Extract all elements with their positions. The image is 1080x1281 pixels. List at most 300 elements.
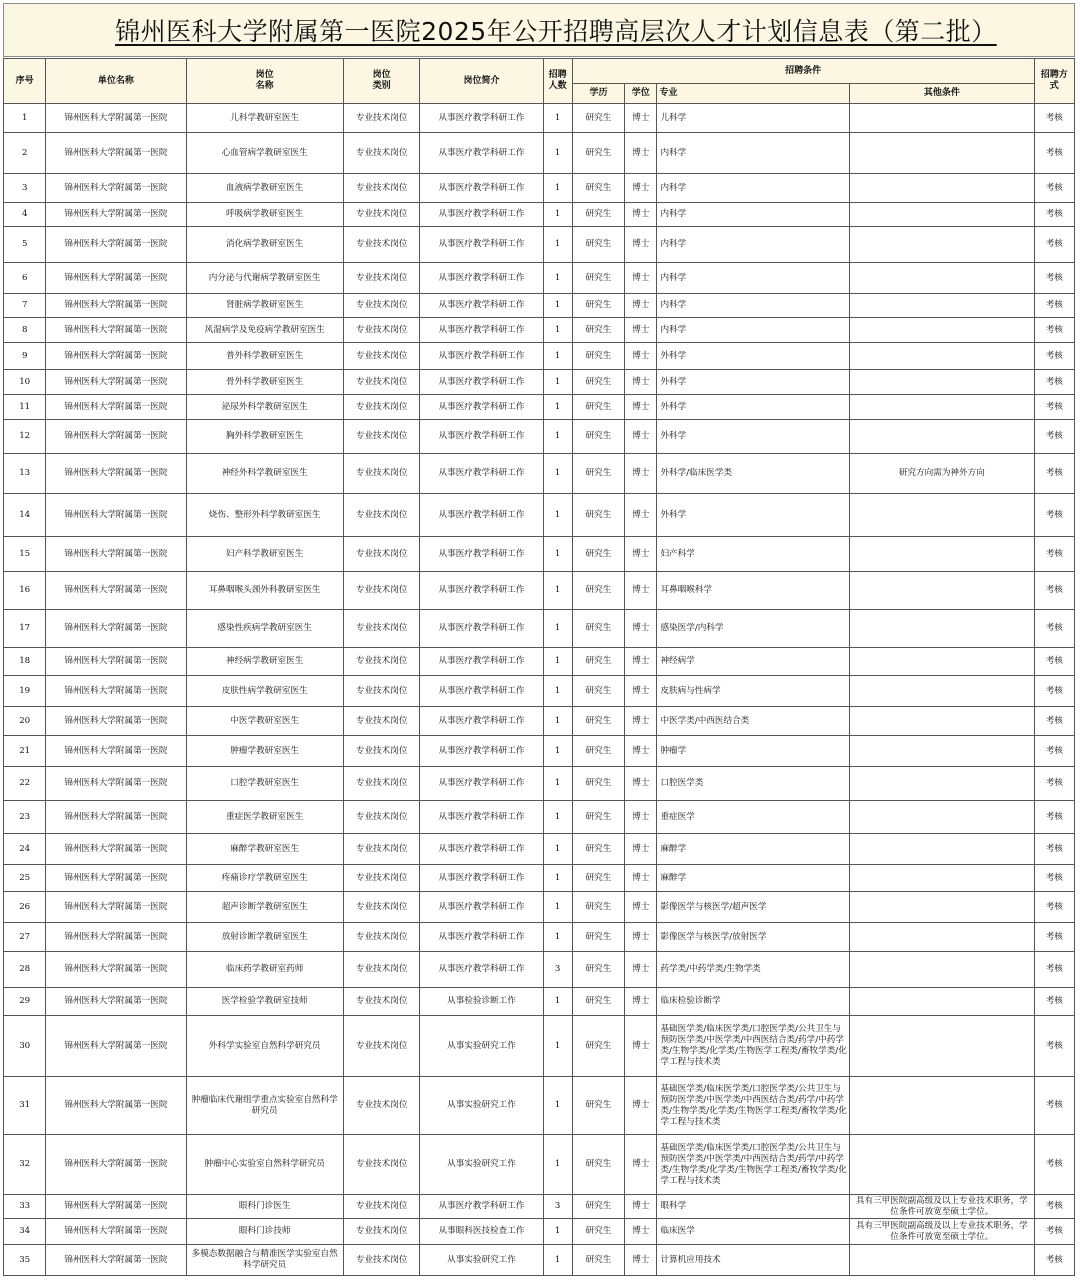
table-row [4, 343, 1075, 370]
cell-degree: 博士 [625, 736, 657, 767]
cell-seq: 25 [4, 865, 46, 892]
cell-unit: 锦州医科大学附属第一医院 [46, 537, 186, 572]
title-bar [3, 3, 1075, 57]
cell-position: 胸外科学教研室医生 [186, 420, 343, 454]
cell-category: 专业技术岗位 [343, 370, 420, 395]
cell-degree: 博士 [625, 610, 657, 648]
cell-position: 骨外科学教研室医生 [186, 370, 343, 395]
cell-category: 专业技术岗位 [343, 318, 420, 343]
cell-education: 研究生 [572, 104, 624, 133]
table-row [4, 1135, 1075, 1195]
cell-method: 考核 [1034, 1195, 1074, 1219]
cell-count: 1 [543, 537, 572, 572]
cell-seq: 27 [4, 923, 46, 952]
cell-other [850, 1245, 1035, 1276]
cell-major: 麻醉学 [657, 865, 850, 892]
cell-other [850, 133, 1035, 174]
cell-education: 研究生 [572, 370, 624, 395]
cell-education: 研究生 [572, 1195, 624, 1219]
cell-major: 神经病学 [657, 648, 850, 676]
cell-seq: 29 [4, 988, 46, 1016]
cell-unit: 锦州医科大学附属第一医院 [46, 676, 186, 707]
cell-degree: 博士 [625, 648, 657, 676]
cell-education: 研究生 [572, 1135, 624, 1195]
cell-unit: 锦州医科大学附属第一医院 [46, 707, 186, 736]
cell-position: 肿瘤学教研室医生 [186, 736, 343, 767]
cell-category: 专业技术岗位 [343, 676, 420, 707]
cell-degree: 博士 [625, 494, 657, 537]
header-degree: 学位 [625, 84, 657, 104]
header-intro: 岗位简介 [420, 59, 543, 104]
cell-intro: 从事医疗教学科研工作 [420, 203, 543, 227]
cell-method: 考核 [1034, 227, 1074, 263]
cell-education: 研究生 [572, 395, 624, 420]
cell-count: 1 [543, 343, 572, 370]
cell-seq: 16 [4, 572, 46, 610]
cell-category: 专业技术岗位 [343, 801, 420, 834]
cell-count: 3 [543, 952, 572, 988]
cell-method: 考核 [1034, 343, 1074, 370]
cell-intro: 从事医疗教学科研工作 [420, 104, 543, 133]
cell-count: 1 [543, 1219, 572, 1245]
cell-degree: 博士 [625, 572, 657, 610]
cell-method: 考核 [1034, 104, 1074, 133]
cell-method: 考核 [1034, 1245, 1074, 1276]
table-row [4, 294, 1075, 318]
cell-count: 3 [543, 1195, 572, 1219]
cell-education: 研究生 [572, 707, 624, 736]
table-row [4, 676, 1075, 707]
cell-degree: 博士 [625, 1135, 657, 1195]
header-seq: 序号 [4, 59, 46, 104]
cell-major: 肿瘤学 [657, 736, 850, 767]
header-method: 招聘方式 [1034, 59, 1074, 104]
cell-method: 考核 [1034, 952, 1074, 988]
cell-major: 重症医学 [657, 801, 850, 834]
cell-intro: 从事实验研究工作 [420, 1016, 543, 1077]
cell-other [850, 952, 1035, 988]
cell-intro: 从事医疗教学科研工作 [420, 133, 543, 174]
cell-education: 研究生 [572, 537, 624, 572]
cell-intro: 从事眼科医技检查工作 [420, 1219, 543, 1245]
cell-other [850, 294, 1035, 318]
cell-position: 肾脏病学教研室医生 [186, 294, 343, 318]
table-row [4, 318, 1075, 343]
cell-unit: 锦州医科大学附属第一医院 [46, 1135, 186, 1195]
cell-method: 考核 [1034, 610, 1074, 648]
table-row [4, 988, 1075, 1016]
cell-category: 专业技术岗位 [343, 203, 420, 227]
cell-seq: 19 [4, 676, 46, 707]
cell-category: 专业技术岗位 [343, 537, 420, 572]
cell-major: 外科学 [657, 395, 850, 420]
cell-major: 儿科学 [657, 104, 850, 133]
cell-degree: 博士 [625, 104, 657, 133]
table-row [4, 104, 1075, 133]
cell-category: 专业技术岗位 [343, 865, 420, 892]
header-major: 专业 [657, 84, 850, 104]
header-count: 招聘 人数 [543, 59, 572, 104]
cell-position: 皮肤性病学教研室医生 [186, 676, 343, 707]
cell-education: 研究生 [572, 1016, 624, 1077]
cell-method: 考核 [1034, 203, 1074, 227]
cell-other: 研究方向需为神外方向 [850, 454, 1035, 494]
cell-seq: 9 [4, 343, 46, 370]
cell-seq: 8 [4, 318, 46, 343]
cell-education: 研究生 [572, 834, 624, 865]
table-row [4, 834, 1075, 865]
cell-intro: 从事实验研究工作 [420, 1077, 543, 1135]
cell-intro: 从事医疗教学科研工作 [420, 174, 543, 203]
cell-method: 考核 [1034, 767, 1074, 801]
cell-seq: 6 [4, 263, 46, 294]
header-other: 其他条件 [850, 84, 1035, 104]
cell-seq: 15 [4, 537, 46, 572]
cell-category: 专业技术岗位 [343, 343, 420, 370]
cell-other [850, 370, 1035, 395]
cell-unit: 锦州医科大学附属第一医院 [46, 610, 186, 648]
cell-count: 1 [543, 865, 572, 892]
cell-education: 研究生 [572, 1077, 624, 1135]
cell-count: 1 [543, 174, 572, 203]
cell-method: 考核 [1034, 892, 1074, 923]
cell-degree: 博士 [625, 133, 657, 174]
cell-other [850, 648, 1035, 676]
table-row [4, 454, 1075, 494]
cell-intro: 从事医疗教学科研工作 [420, 572, 543, 610]
cell-method: 考核 [1034, 923, 1074, 952]
cell-position: 呼吸病学教研室医生 [186, 203, 343, 227]
cell-degree: 博士 [625, 203, 657, 227]
cell-category: 专业技术岗位 [343, 834, 420, 865]
cell-seq: 13 [4, 454, 46, 494]
cell-position: 妇产科学教研室医生 [186, 537, 343, 572]
cell-category: 专业技术岗位 [343, 610, 420, 648]
table-row [4, 736, 1075, 767]
cell-method: 考核 [1034, 294, 1074, 318]
header-conditions: 招聘条件 [572, 59, 1034, 84]
cell-education: 研究生 [572, 294, 624, 318]
table-row [4, 892, 1075, 923]
cell-unit: 锦州医科大学附属第一医院 [46, 767, 186, 801]
cell-seq: 18 [4, 648, 46, 676]
cell-unit: 锦州医科大学附属第一医院 [46, 1016, 186, 1077]
cell-education: 研究生 [572, 865, 624, 892]
cell-other [850, 865, 1035, 892]
cell-category: 专业技术岗位 [343, 133, 420, 174]
cell-intro: 从事医疗教学科研工作 [420, 395, 543, 420]
cell-major: 外科学 [657, 420, 850, 454]
cell-seq: 11 [4, 395, 46, 420]
cell-degree: 博士 [625, 395, 657, 420]
cell-count: 1 [543, 494, 572, 537]
cell-degree: 博士 [625, 892, 657, 923]
cell-degree: 博士 [625, 1195, 657, 1219]
cell-position: 耳鼻咽喉头颈外科教研室医生 [186, 572, 343, 610]
cell-degree: 博士 [625, 952, 657, 988]
cell-position: 感染性疾病学教研室医生 [186, 610, 343, 648]
cell-count: 1 [543, 736, 572, 767]
cell-method: 考核 [1034, 648, 1074, 676]
cell-method: 考核 [1034, 395, 1074, 420]
cell-major: 中医学类/中西医结合类 [657, 707, 850, 736]
cell-count: 1 [543, 370, 572, 395]
cell-intro: 从事医疗教学科研工作 [420, 707, 543, 736]
cell-category: 专业技术岗位 [343, 988, 420, 1016]
cell-seq: 21 [4, 736, 46, 767]
cell-position: 超声诊断学教研室医生 [186, 892, 343, 923]
cell-count: 1 [543, 648, 572, 676]
cell-count: 1 [543, 1135, 572, 1195]
cell-major: 基础医学类/临床医学类/口腔医学类/公共卫生与预防医学类/中医学类/中西医结合类/药学/中药学类/生物学类/化学类/生物医学工程类/畜牧学类/化学工程与技术类 [657, 1016, 850, 1077]
cell-position: 临床药学教研室药师 [186, 952, 343, 988]
cell-other [850, 420, 1035, 454]
cell-education: 研究生 [572, 572, 624, 610]
cell-method: 考核 [1034, 572, 1074, 610]
cell-major: 外科学 [657, 370, 850, 395]
cell-unit: 锦州医科大学附属第一医院 [46, 988, 186, 1016]
cell-education: 研究生 [572, 343, 624, 370]
cell-major: 眼科学 [657, 1195, 850, 1219]
header-position: 岗位 名称 [186, 59, 343, 104]
cell-intro: 从事医疗教学科研工作 [420, 952, 543, 988]
cell-count: 1 [543, 572, 572, 610]
table-row [4, 227, 1075, 263]
table-body [4, 104, 1075, 1276]
cell-degree: 博士 [625, 227, 657, 263]
cell-position: 神经外科学教研室医生 [186, 454, 343, 494]
cell-other [850, 801, 1035, 834]
cell-education: 研究生 [572, 203, 624, 227]
cell-education: 研究生 [572, 420, 624, 454]
cell-degree: 博士 [625, 537, 657, 572]
cell-seq: 5 [4, 227, 46, 263]
header-category: 岗位 类别 [343, 59, 420, 104]
cell-major: 感染医学/内科学 [657, 610, 850, 648]
cell-education: 研究生 [572, 892, 624, 923]
cell-category: 专业技术岗位 [343, 454, 420, 494]
cell-major: 药学类/中药学类/生物学类 [657, 952, 850, 988]
cell-education: 研究生 [572, 923, 624, 952]
cell-seq: 10 [4, 370, 46, 395]
cell-major: 内科学 [657, 203, 850, 227]
cell-seq: 2 [4, 133, 46, 174]
cell-major: 内科学 [657, 263, 850, 294]
cell-count: 1 [543, 707, 572, 736]
cell-count: 1 [543, 104, 572, 133]
cell-unit: 锦州医科大学附属第一医院 [46, 133, 186, 174]
table-row [4, 865, 1075, 892]
cell-other [850, 923, 1035, 952]
cell-degree: 博士 [625, 370, 657, 395]
cell-position: 医学检验学教研室技师 [186, 988, 343, 1016]
cell-intro: 从事医疗教学科研工作 [420, 227, 543, 263]
cell-category: 专业技术岗位 [343, 420, 420, 454]
cell-major: 计算机应用技术 [657, 1245, 850, 1276]
cell-other: 具有三甲医院副高级及以上专业技术职务，学位条件可放宽至硕士学位。 [850, 1219, 1035, 1245]
cell-category: 专业技术岗位 [343, 1219, 420, 1245]
cell-seq: 7 [4, 294, 46, 318]
cell-intro: 从事医疗教学科研工作 [420, 676, 543, 707]
cell-method: 考核 [1034, 420, 1074, 454]
cell-method: 考核 [1034, 133, 1074, 174]
cell-degree: 博士 [625, 767, 657, 801]
cell-seq: 31 [4, 1077, 46, 1135]
cell-method: 考核 [1034, 537, 1074, 572]
cell-degree: 博士 [625, 801, 657, 834]
cell-seq: 3 [4, 174, 46, 203]
cell-other [850, 988, 1035, 1016]
cell-intro: 从事实验研究工作 [420, 1245, 543, 1276]
cell-count: 1 [543, 801, 572, 834]
cell-category: 专业技术岗位 [343, 707, 420, 736]
cell-category: 专业技术岗位 [343, 923, 420, 952]
cell-intro: 从事实验研究工作 [420, 1135, 543, 1195]
cell-count: 1 [543, 227, 572, 263]
cell-count: 1 [543, 263, 572, 294]
cell-major: 临床检验诊断学 [657, 988, 850, 1016]
cell-method: 考核 [1034, 263, 1074, 294]
cell-major: 外科学 [657, 494, 850, 537]
cell-count: 1 [543, 294, 572, 318]
cell-education: 研究生 [572, 767, 624, 801]
cell-intro: 从事医疗教学科研工作 [420, 801, 543, 834]
cell-unit: 锦州医科大学附属第一医院 [46, 318, 186, 343]
cell-degree: 博士 [625, 174, 657, 203]
cell-other [850, 1016, 1035, 1077]
cell-category: 专业技术岗位 [343, 1195, 420, 1219]
cell-other [850, 395, 1035, 420]
cell-other [850, 343, 1035, 370]
cell-major: 内科学 [657, 174, 850, 203]
cell-position: 眼科门诊技师 [186, 1219, 343, 1245]
table-row [4, 263, 1075, 294]
cell-major: 皮肤病与性病学 [657, 676, 850, 707]
cell-degree: 博士 [625, 1219, 657, 1245]
cell-degree: 博士 [625, 420, 657, 454]
cell-seq: 14 [4, 494, 46, 537]
cell-category: 专业技术岗位 [343, 494, 420, 537]
cell-category: 专业技术岗位 [343, 294, 420, 318]
cell-unit: 锦州医科大学附属第一医院 [46, 648, 186, 676]
cell-count: 1 [543, 395, 572, 420]
cell-other [850, 537, 1035, 572]
header-unit: 单位名称 [46, 59, 186, 104]
cell-seq: 1 [4, 104, 46, 133]
cell-seq: 23 [4, 801, 46, 834]
cell-other [850, 834, 1035, 865]
table-row [4, 572, 1075, 610]
cell-education: 研究生 [572, 676, 624, 707]
cell-unit: 锦州医科大学附属第一医院 [46, 892, 186, 923]
cell-unit: 锦州医科大学附属第一医院 [46, 1195, 186, 1219]
cell-method: 考核 [1034, 494, 1074, 537]
cell-other: 具有三甲医院副高级及以上专业技术职务，学位条件可放宽至硕士学位。 [850, 1195, 1035, 1219]
cell-degree: 博士 [625, 707, 657, 736]
cell-other [850, 104, 1035, 133]
cell-other [850, 767, 1035, 801]
cell-education: 研究生 [572, 318, 624, 343]
cell-education: 研究生 [572, 736, 624, 767]
cell-count: 1 [543, 988, 572, 1016]
cell-category: 专业技术岗位 [343, 1077, 420, 1135]
cell-method: 考核 [1034, 318, 1074, 343]
table-row [4, 648, 1075, 676]
cell-unit: 锦州医科大学附属第一医院 [46, 104, 186, 133]
cell-major: 内科学 [657, 133, 850, 174]
cell-education: 研究生 [572, 133, 624, 174]
cell-intro: 从事医疗教学科研工作 [420, 537, 543, 572]
cell-other [850, 736, 1035, 767]
cell-unit: 锦州医科大学附属第一医院 [46, 865, 186, 892]
cell-seq: 34 [4, 1219, 46, 1245]
cell-intro: 从事医疗教学科研工作 [420, 648, 543, 676]
cell-other [850, 174, 1035, 203]
cell-unit: 锦州医科大学附属第一医院 [46, 343, 186, 370]
cell-other [850, 1135, 1035, 1195]
cell-unit: 锦州医科大学附属第一医院 [46, 263, 186, 294]
cell-education: 研究生 [572, 174, 624, 203]
cell-unit: 锦州医科大学附属第一医院 [46, 834, 186, 865]
cell-major: 外科学/临床医学类 [657, 454, 850, 494]
cell-unit: 锦州医科大学附属第一医院 [46, 952, 186, 988]
cell-count: 1 [543, 923, 572, 952]
cell-other [850, 203, 1035, 227]
cell-degree: 博士 [625, 263, 657, 294]
table-row [4, 395, 1075, 420]
cell-method: 考核 [1034, 736, 1074, 767]
cell-position: 麻醉学教研室医生 [186, 834, 343, 865]
cell-education: 研究生 [572, 227, 624, 263]
cell-position: 普外科学教研室医生 [186, 343, 343, 370]
table-row [4, 494, 1075, 537]
page-title [81, 12, 996, 48]
cell-method: 考核 [1034, 676, 1074, 707]
table-row [4, 1016, 1075, 1077]
cell-education: 研究生 [572, 494, 624, 537]
table-row [4, 370, 1075, 395]
cell-position: 多模态数据融合与精准医学实验室自然科学研究员 [186, 1245, 343, 1276]
cell-other [850, 707, 1035, 736]
cell-seq: 26 [4, 892, 46, 923]
cell-intro: 从事医疗教学科研工作 [420, 736, 543, 767]
cell-unit: 锦州医科大学附属第一医院 [46, 572, 186, 610]
cell-category: 专业技术岗位 [343, 1016, 420, 1077]
cell-category: 专业技术岗位 [343, 736, 420, 767]
cell-unit: 锦州医科大学附属第一医院 [46, 454, 186, 494]
cell-intro: 从事医疗教学科研工作 [420, 294, 543, 318]
cell-intro: 从事医疗教学科研工作 [420, 892, 543, 923]
cell-count: 1 [543, 610, 572, 648]
cell-position: 神经病学教研室医生 [186, 648, 343, 676]
cell-unit: 锦州医科大学附属第一医院 [46, 494, 186, 537]
table-row [4, 1245, 1075, 1276]
cell-major: 影像医学与核医学/放射医学 [657, 923, 850, 952]
cell-education: 研究生 [572, 263, 624, 294]
cell-major: 临床医学 [657, 1219, 850, 1245]
cell-seq: 17 [4, 610, 46, 648]
cell-position: 重症医学教研室医生 [186, 801, 343, 834]
cell-unit: 锦州医科大学附属第一医院 [46, 203, 186, 227]
cell-position: 外科学实验室自然科学研究员 [186, 1016, 343, 1077]
cell-education: 研究生 [572, 1245, 624, 1276]
cell-method: 考核 [1034, 988, 1074, 1016]
cell-category: 专业技术岗位 [343, 263, 420, 294]
cell-degree: 博士 [625, 988, 657, 1016]
table-row [4, 801, 1075, 834]
cell-seq: 24 [4, 834, 46, 865]
cell-seq: 33 [4, 1195, 46, 1219]
